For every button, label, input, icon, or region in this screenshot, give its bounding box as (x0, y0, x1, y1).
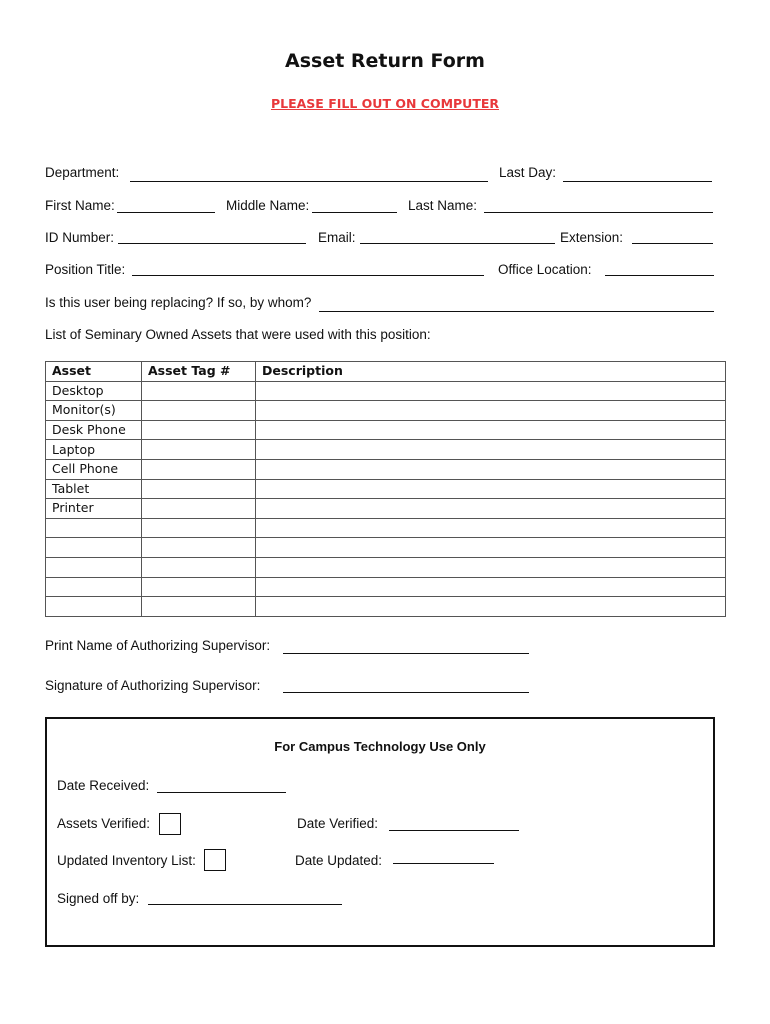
asset-cell[interactable] (46, 557, 142, 577)
middle-name-field[interactable] (312, 212, 397, 213)
last-name-label: Last Name: (408, 198, 478, 213)
description-column-header: Description (256, 362, 726, 382)
print-name-field[interactable] (283, 653, 529, 654)
table-row (46, 440, 726, 460)
office-location-label: Office Location: (498, 262, 592, 277)
asset-cell: Cell Phone (46, 459, 142, 479)
signed-off-field[interactable] (148, 904, 342, 905)
asset-cell: Desktop (46, 381, 142, 401)
description-cell[interactable] (256, 499, 726, 519)
signed-off-label: Signed off by: (57, 891, 140, 906)
date-verified-field[interactable] (389, 830, 519, 831)
asset-tag-cell[interactable] (142, 401, 256, 421)
asset-cell[interactable] (46, 518, 142, 538)
campus-tech-title: For Campus Technology Use Only (274, 739, 486, 754)
description-cell[interactable] (256, 420, 726, 440)
description-cell[interactable] (256, 459, 726, 479)
first-name-label: First Name: (45, 198, 115, 213)
replacing-field[interactable] (319, 311, 714, 312)
last-day-label: Last Day: (499, 165, 557, 180)
assets-intro-label: List of Seminary Owned Assets that were used with this position: (45, 327, 431, 342)
print-name-label: Print Name of Authorizing Supervisor: (45, 638, 271, 653)
table-row (46, 479, 726, 499)
asset-cell: Desk Phone (46, 420, 142, 440)
asset-table-header-row (46, 362, 726, 382)
description-cell[interactable] (256, 597, 726, 617)
table-row (46, 538, 726, 558)
table-row (46, 381, 726, 401)
last-day-field[interactable] (563, 181, 712, 182)
first-name-field[interactable] (117, 212, 215, 213)
asset-cell: Printer (46, 499, 142, 519)
asset-cell[interactable] (46, 597, 142, 617)
table-row (46, 401, 726, 421)
form-title: Asset Return Form (285, 50, 485, 72)
table-row (46, 597, 726, 617)
asset-tag-cell[interactable] (142, 499, 256, 519)
assets-verified-label: Assets Verified: (57, 816, 151, 831)
table-row (46, 499, 726, 519)
asset-tag-cell[interactable] (142, 557, 256, 577)
asset-cell: Monitor(s) (46, 401, 142, 421)
date-updated-label: Date Updated: (295, 853, 383, 868)
asset-tag-cell[interactable] (142, 381, 256, 401)
department-field[interactable] (130, 181, 488, 182)
table-row (46, 420, 726, 440)
description-cell[interactable] (256, 401, 726, 421)
extension-label: Extension: (560, 230, 624, 245)
email-field[interactable] (360, 243, 555, 244)
asset-tag-cell[interactable] (142, 479, 256, 499)
date-verified-label: Date Verified: (297, 816, 379, 831)
asset-tag-cell[interactable] (142, 420, 256, 440)
signature-label: Signature of Authorizing Supervisor: (45, 678, 261, 693)
table-row (46, 518, 726, 538)
asset-tag-column-header: Asset Tag # (142, 362, 256, 382)
id-number-field[interactable] (118, 243, 306, 244)
table-row (46, 459, 726, 479)
updated-inventory-label: Updated Inventory List: (57, 853, 196, 868)
position-title-field[interactable] (132, 275, 484, 276)
id-number-label: ID Number: (45, 230, 115, 245)
middle-name-label: Middle Name: (226, 198, 310, 213)
extension-field[interactable] (632, 243, 713, 244)
email-label: Email: (318, 230, 356, 245)
asset-tag-cell[interactable] (142, 518, 256, 538)
form-subtitle: PLEASE FILL OUT ON COMPUTER (270, 96, 500, 111)
signature-field[interactable] (283, 692, 529, 693)
description-cell[interactable] (256, 381, 726, 401)
table-row (46, 577, 726, 597)
asset-tag-cell[interactable] (142, 538, 256, 558)
updated-inventory-checkbox[interactable] (204, 849, 226, 871)
asset-column-header: Asset (46, 362, 142, 382)
description-cell[interactable] (256, 538, 726, 558)
description-cell[interactable] (256, 557, 726, 577)
asset-cell[interactable] (46, 538, 142, 558)
asset-tag-cell[interactable] (142, 597, 256, 617)
asset-cell: Tablet (46, 479, 142, 499)
assets-verified-checkbox[interactable] (159, 813, 181, 835)
description-cell[interactable] (256, 440, 726, 460)
date-received-field[interactable] (157, 792, 286, 793)
department-label: Department: (45, 165, 120, 180)
last-name-field[interactable] (484, 212, 713, 213)
replacing-label: Is this user being replacing? If so, by whom? (45, 295, 312, 310)
office-location-field[interactable] (605, 275, 714, 276)
date-received-label: Date Received: (57, 778, 150, 793)
asset-tag-cell[interactable] (142, 440, 256, 460)
description-cell[interactable] (256, 518, 726, 538)
asset-tag-cell[interactable] (142, 577, 256, 597)
asset-cell[interactable] (46, 577, 142, 597)
table-row (46, 557, 726, 577)
asset-table (45, 361, 726, 617)
date-updated-field[interactable] (393, 863, 494, 864)
position-title-label: Position Title: (45, 262, 126, 277)
asset-tag-cell[interactable] (142, 459, 256, 479)
description-cell[interactable] (256, 577, 726, 597)
description-cell[interactable] (256, 479, 726, 499)
asset-cell: Laptop (46, 440, 142, 460)
